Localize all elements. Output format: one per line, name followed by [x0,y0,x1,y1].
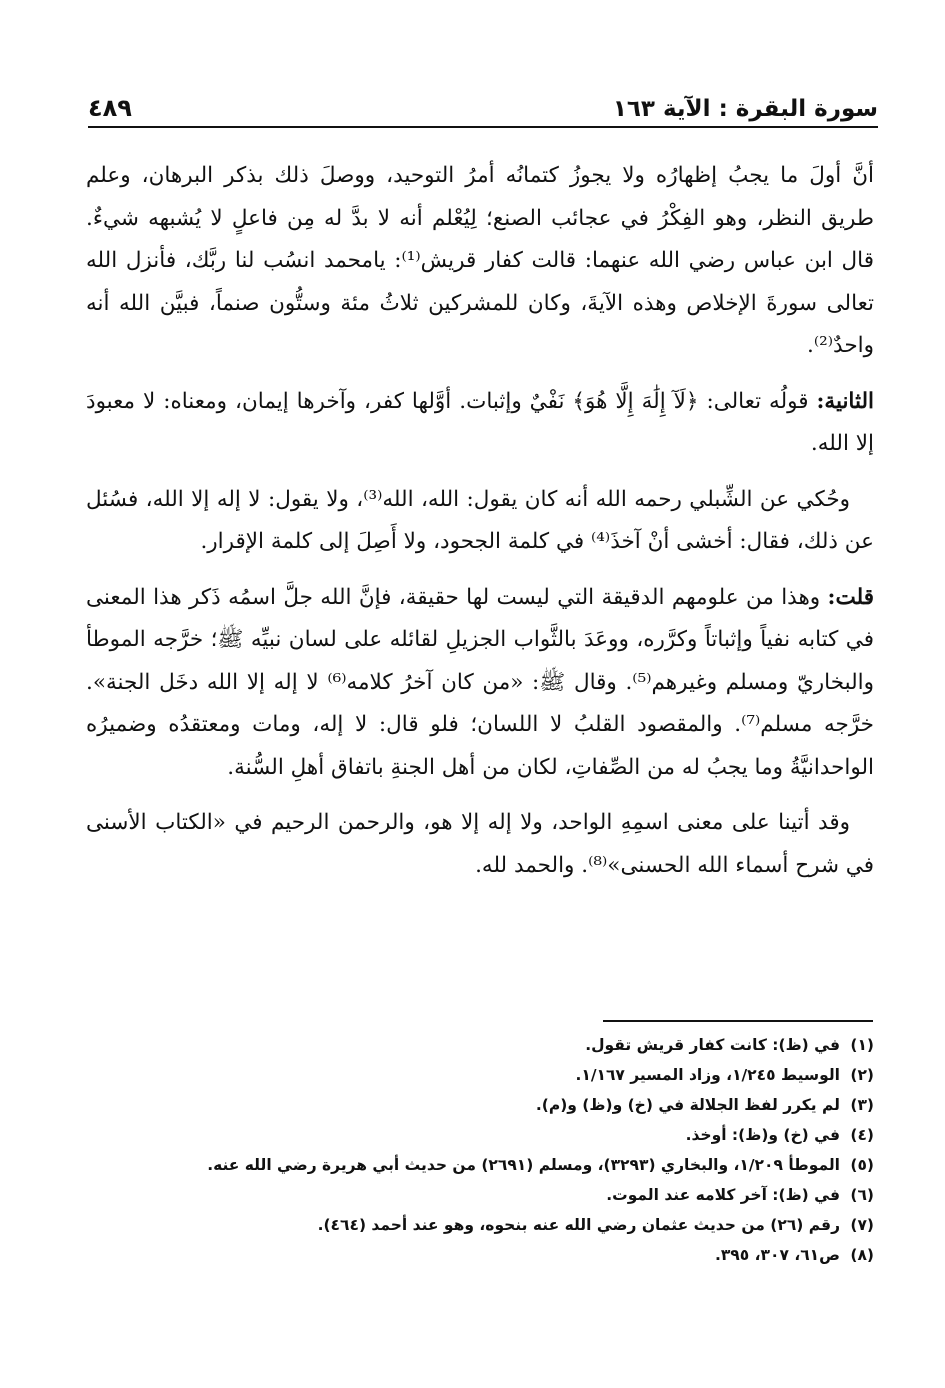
footnote [86,1030,874,1060]
footnote [86,1120,874,1150]
footnote [86,1240,874,1270]
footnote-text: الموطأ ١/٢٠٩، والبخاري (٣٢٩٣)، ومسلم (٢٦٩١) من حديث أبي هريرة رضي الله عنه. [207,1156,840,1174]
running-header [88,78,878,128]
paragraph-text: وحُكي عن الشِّبلي رحمه الله أنه كان يقول: الله، الله⁽³⁾، ولا يقول: لا إله إلا الله، فسُئل عن ذلك، فقال: أخشى أنْ آخذَ⁽⁴⁾ في كلمة الجحود، ولا أَصِلَ إلى كلمة الإقرار. [86,486,874,554]
footnote-number: (٨) [850,1246,874,1264]
footnote [86,1150,874,1180]
paragraph-lead: الثانية: [816,388,874,414]
page-number: ٤٨٩ [88,94,132,122]
paragraph-text: وهذا من علومهم الدقيقة التي ليست لها حقيقة، فإنَّ الله جلَّ اسمُه ذَكر هذا المعنى في كتابه نفياً وإثباتاً وكرَّره، ووعَدَ بالثَّواب الجزيلِ لقائله على لسان نبيِّه ﷺ؛ خرَّجه الموطأ والبخاريّ ومسلم وغيرهم⁽⁵⁾. وقال ﷺ: «من كان آخرُ كلامه⁽⁶⁾ لا إله إلا الله دخَل الجنة». خرَّجه مسلم⁽⁷⁾. والمقصود القلبُ لا اللسان؛ فلو قال: لا إله، ومات ومعتقدُه وضميرُه الواحدانيَّةُ وما يجبُ له من الصِّفاتِ، لكان من أهل الجنةِ باتفاق أهلِ السُّنة. [86,584,875,780]
footnote-text: لم يكرر لفظ الجلالة في (خ) و(ظ) و(م). [535,1096,840,1114]
footnote [86,1060,874,1090]
surah-title: سورة البقرة : الآية ١٦٣ [612,96,878,122]
footnote [86,1180,874,1210]
footnote-number: (٤) [850,1126,874,1144]
footnote-text: ص٦١، ٣٠٧، ٣٩٥. [714,1246,840,1264]
footnote [86,1210,874,1240]
footnote-number: (١) [850,1036,874,1054]
footnote-text: في (ظ): كانت كفار قريش تقول. [585,1036,840,1054]
paragraph [86,479,874,564]
paragraph [86,802,874,887]
footnote-text: في (ظ): آخر كلامه عند الموت. [606,1186,840,1204]
footnote-number: (٦) [850,1186,874,1204]
footnote-text: الوسيط ١/٢٤٥، وزاد المسير ١/١٦٧. [575,1066,840,1084]
footnote-number: (٢) [850,1066,874,1084]
main-text [86,155,874,900]
paragraph [86,155,874,368]
paragraph-text: وقد أتينا على معنى اسمِهِ الواحد، ولا إله إلا هو، والرحمن الرحيم في «الكتاب الأسنى في شرح أسماء الله الحسنى»⁽⁸⁾. والحمد لله. [86,810,874,878]
paragraph [86,577,874,790]
footnote-number: (٧) [850,1216,874,1234]
footnote-text: في (خ) و(ظ): أوخذ. [685,1126,840,1144]
footnote-number: (٥) [850,1156,874,1174]
footnote-text: رقم (٢٦) من حديث عثمان رضي الله عنه بنحوه، وهو عند أحمد (٤٦٤). [317,1216,840,1234]
footnote-number: (٣) [850,1096,874,1114]
paragraph-lead: قلت: [827,584,874,610]
footnote-divider [603,1020,873,1022]
footnote [86,1090,874,1120]
paragraph [86,381,874,466]
footnotes [86,1030,874,1270]
paragraph-text: أنَّ أولَ ما يجبُ إظهارُه ولا يجوزُ كتمانُه أمرُ التوحيد، ووصلَ ذلك بذكر البرهان، وعلم طريق النظر، وهو الفِكْرُ في عجائب الصنع؛ لِيُعْلم أنه لا بدَّ له مِن فاعلٍ لا يُشبهه شيءٌ. قال ابن عباس رضي الله عنهما: قالت كفار قريش⁽¹⁾: يامحمد انسُب لنا ربَّك، فأنزل الله تعالى سورةَ الإخلاص وهذه الآيةَ، وكان للمشركين ثلاثُ مئة وستُّون صنماً، فبيَّن الله أنه واحدٌ⁽²⁾. [86,163,874,358]
paragraph-text: قولُه تعالى: ﴿لَآ إِلَٰهَ إِلَّا هُوَ﴾ نَفْيٌ وإثبات. أوَّلها كفر، وآخرها إيمان، ومعناه: لا معبودَ إلا الله. [86,388,874,456]
